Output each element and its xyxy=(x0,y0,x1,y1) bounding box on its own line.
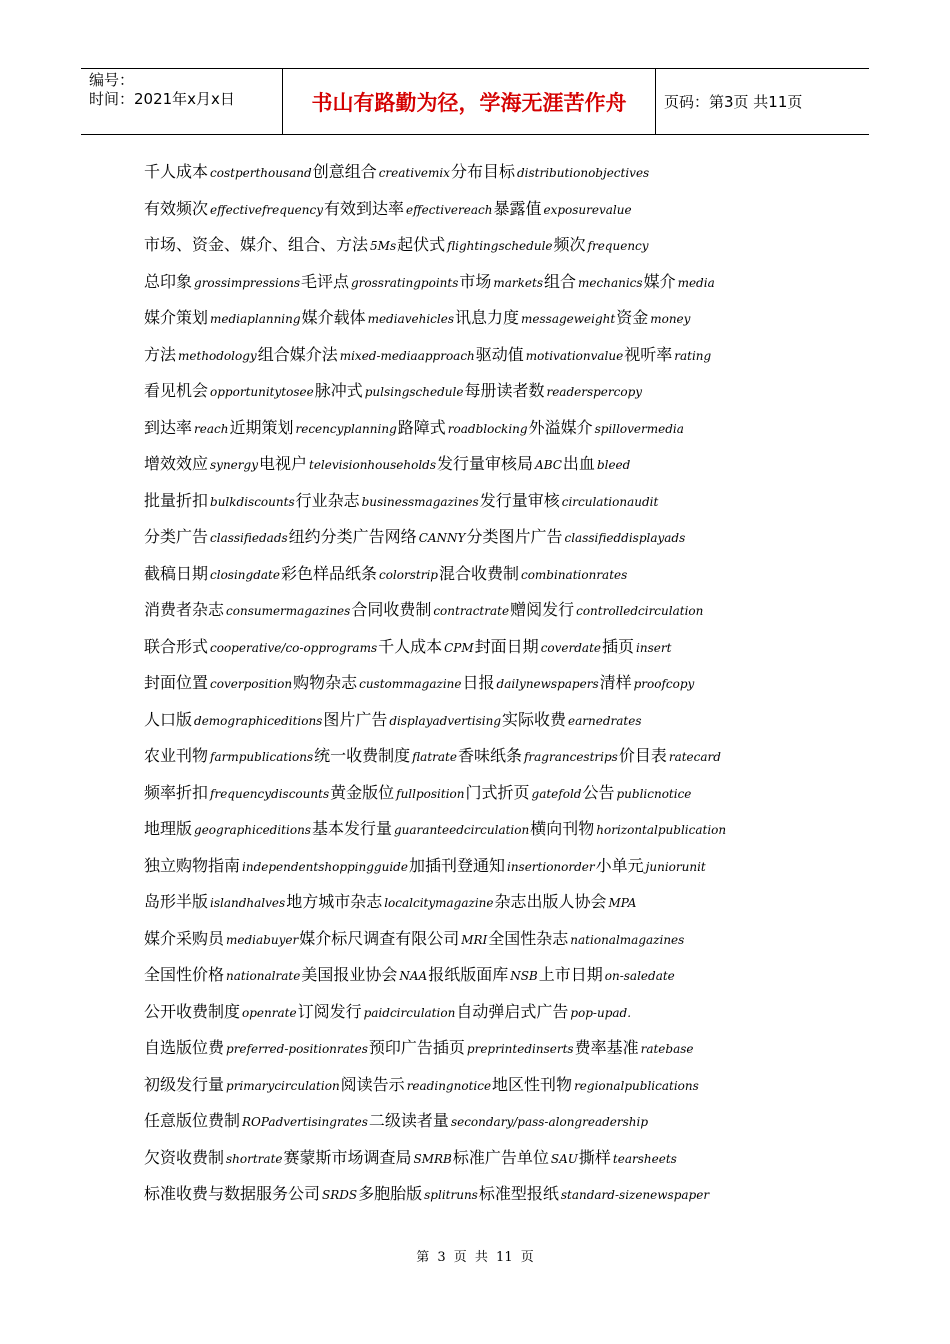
term-english: demographiceditions xyxy=(194,713,323,728)
term-chinese: 毛评点 xyxy=(300,271,349,291)
term-english: shortrate xyxy=(226,1151,283,1166)
glossary-line xyxy=(144,154,844,191)
term-chinese: 标准广告单位 xyxy=(452,1147,549,1167)
term-chinese: 全国性价格 xyxy=(144,965,225,984)
glossary-line xyxy=(144,921,844,958)
term-chinese: 外溢媒介 xyxy=(528,417,593,437)
term-english: televisionhouseholds xyxy=(309,458,437,472)
term-chinese: 香味纸条 xyxy=(457,746,522,765)
term-chinese: 公开收费制度 xyxy=(144,1001,241,1021)
glossary-line xyxy=(144,483,844,520)
term-chinese: 电视户 xyxy=(258,454,307,473)
term-english: spillovermedia xyxy=(594,421,684,436)
term-english: insert xyxy=(636,640,672,655)
term-chinese: 起伏式 xyxy=(397,235,446,254)
term-english: islandhalves xyxy=(210,896,286,910)
term-chinese: 购物杂志 xyxy=(293,673,358,692)
term-chinese: 全国性杂志 xyxy=(488,928,569,948)
term-chinese: 每册读者数 xyxy=(464,381,545,400)
term-chinese: 分布目标 xyxy=(450,162,515,181)
term-chinese: 脉冲式 xyxy=(314,381,363,400)
term-chinese: 消费者杂志 xyxy=(144,600,225,619)
term-chinese: 地方城市杂志 xyxy=(286,892,383,911)
term-english: fragrancestrips xyxy=(523,750,618,764)
term-chinese: 日报 xyxy=(462,673,495,692)
term-english: mediaplanning xyxy=(210,312,301,326)
term-english: businessmagazines xyxy=(361,494,479,509)
term-english: geographiceditions xyxy=(194,823,311,837)
term-chinese: 封面位置 xyxy=(144,673,209,692)
term-english: paidcirculation xyxy=(363,1005,456,1020)
term-english: ROPadvertisingrates xyxy=(242,1115,368,1129)
term-english: pulsingschedule xyxy=(364,385,464,399)
term-chinese: 暴露值 xyxy=(493,198,542,218)
term-chinese: 联合形式 xyxy=(144,636,209,656)
glossary-line xyxy=(144,957,844,994)
term-chinese: 创意组合 xyxy=(312,162,377,181)
term-english: circulationaudit xyxy=(561,494,659,509)
glossary-line xyxy=(144,994,844,1031)
term-english: grossratingpoints xyxy=(351,275,459,290)
term-english: mixed-mediaapproach xyxy=(339,348,475,363)
glossary-body xyxy=(144,154,844,1213)
glossary-line xyxy=(144,337,844,374)
term-english: opportunitytosee xyxy=(210,385,314,399)
glossary-line xyxy=(144,410,844,447)
term-chinese: 订阅发行 xyxy=(297,1001,362,1021)
term-chinese: 地理版 xyxy=(144,819,193,838)
term-chinese: 路障式 xyxy=(397,417,446,437)
term-english: tearsheets xyxy=(612,1151,677,1166)
header-page-code: 页码：第3页 共11页 xyxy=(664,93,803,111)
term-chinese: 横向刊物 xyxy=(530,819,595,838)
term-chinese: 频次 xyxy=(553,235,586,254)
term-english: preferred-positionrates xyxy=(226,1042,368,1056)
term-chinese: 频率折扣 xyxy=(144,782,209,802)
term-english: displayadvertising xyxy=(389,713,502,728)
term-chinese: 增效效应 xyxy=(144,454,209,473)
term-english: SMRB xyxy=(413,1151,452,1166)
glossary-line xyxy=(144,775,844,812)
term-english: readingnotice xyxy=(406,1078,492,1093)
term-english: juniorunit xyxy=(645,859,706,874)
term-english: methodology xyxy=(178,348,257,363)
term-chinese: 地区性刊物 xyxy=(492,1074,573,1094)
term-chinese: 看见机会 xyxy=(144,381,209,400)
term-english: mediabuyer xyxy=(226,932,299,947)
term-chinese: 有效频次 xyxy=(144,198,209,218)
term-chinese: 撕样 xyxy=(578,1147,611,1167)
term-english: mediavehicles xyxy=(367,312,454,326)
term-chinese: 二级读者量 xyxy=(368,1111,449,1130)
glossary-line xyxy=(144,811,844,848)
term-english: motivationvalue xyxy=(525,348,624,363)
term-chinese: 清样 xyxy=(599,673,632,692)
glossary-line xyxy=(144,1176,844,1213)
term-chinese: 行业杂志 xyxy=(295,490,360,510)
glossary-line xyxy=(144,702,844,739)
term-chinese: 发行量审核 xyxy=(479,490,560,510)
term-chinese: 加插刊登通知 xyxy=(408,855,505,875)
term-chinese: 分类广告 xyxy=(144,527,209,546)
term-english: localcitymagazine xyxy=(384,896,494,910)
term-english: cooperative/co-opprograms xyxy=(210,640,378,655)
glossary-line xyxy=(144,629,844,666)
term-chinese: 媒介载体 xyxy=(301,308,366,327)
term-chinese: 出血 xyxy=(562,454,595,473)
term-english: bleed xyxy=(596,458,631,472)
term-english: openrate xyxy=(242,1005,297,1020)
glossary-line xyxy=(144,446,844,483)
term-english: nationalmagazines xyxy=(570,932,685,947)
term-chinese: 到达率 xyxy=(144,417,193,437)
term-chinese: 总印象 xyxy=(144,271,193,291)
term-english: closingdate xyxy=(210,567,280,582)
term-chinese: 独立购物指南 xyxy=(144,855,241,875)
term-chinese: 欠资收费制 xyxy=(144,1147,225,1167)
term-english: ratecard xyxy=(668,750,721,764)
term-english: regionalpublications xyxy=(574,1078,699,1093)
term-english: independentshoppingguide xyxy=(242,859,408,874)
term-chinese: 纽约分类广告网络 xyxy=(288,527,417,546)
term-chinese: 赠阅发行 xyxy=(510,600,575,619)
glossary-line xyxy=(144,738,844,775)
glossary-line xyxy=(144,191,844,228)
term-chinese: 黄金版位 xyxy=(330,782,395,802)
term-english: on-saledate xyxy=(604,969,675,983)
glossary-line xyxy=(144,373,844,410)
term-english: SAU xyxy=(550,1151,578,1166)
term-english: CPM xyxy=(444,640,474,655)
term-chinese: 任意版位费制 xyxy=(144,1111,241,1130)
glossary-line xyxy=(144,300,844,337)
term-chinese: 门式折页 xyxy=(465,782,530,802)
term-english: ABC xyxy=(535,458,562,472)
glossary-line xyxy=(144,264,844,301)
term-english: standard-sizenewspaper xyxy=(560,1188,710,1202)
document-number: 编号： xyxy=(89,71,135,89)
term-english: creativemix xyxy=(378,166,450,180)
term-chinese: 初级发行量 xyxy=(144,1074,225,1094)
document-time: 时间：2021年x月x日 xyxy=(89,90,235,108)
term-english: publicnotice xyxy=(616,786,692,801)
term-english: effectivereach xyxy=(406,202,493,217)
glossary-line xyxy=(144,1067,844,1104)
glossary-line xyxy=(144,848,844,885)
term-english: primarycirculation xyxy=(226,1078,340,1093)
term-english: farmpublications xyxy=(210,750,314,764)
term-chinese: 图片广告 xyxy=(323,709,388,729)
term-english: effectivefrequency xyxy=(210,202,324,217)
term-chinese: 费率基准 xyxy=(574,1038,639,1057)
term-chinese: 截稿日期 xyxy=(144,563,209,583)
term-english: guaranteedcirculation xyxy=(393,823,530,837)
term-chinese: 封面日期 xyxy=(474,636,539,656)
term-english: classifieddisplayads xyxy=(564,531,686,545)
glossary-line xyxy=(144,592,844,629)
glossary-line xyxy=(144,665,844,702)
term-english: coverdate xyxy=(540,640,602,655)
term-english: dailynewspapers xyxy=(496,677,599,691)
term-english: custommagazine xyxy=(359,677,462,691)
header-motto: 书山有路勤为径，学海无涯苦作舟 xyxy=(283,69,656,134)
term-chinese: 组合 xyxy=(544,271,577,291)
term-english: synergy xyxy=(210,458,258,472)
term-english: messageweight xyxy=(521,312,616,326)
term-english: rating xyxy=(674,348,712,363)
term-english: money xyxy=(650,312,691,326)
glossary-line xyxy=(144,1030,844,1067)
term-english: insertionorder xyxy=(506,859,595,874)
glossary-line xyxy=(144,1103,844,1140)
term-chinese: 自动弹启式广告 xyxy=(456,1001,569,1021)
term-chinese: 有效到达率 xyxy=(324,198,405,218)
term-chinese: 市场 xyxy=(459,271,492,291)
term-chinese: 媒介采购员 xyxy=(144,928,225,948)
term-english: gatefold xyxy=(531,786,582,801)
term-english: mechanics xyxy=(578,275,643,290)
term-english: grossimpressions xyxy=(194,275,300,290)
term-chinese: 农业刊物 xyxy=(144,746,209,765)
term-english: frequency xyxy=(587,239,649,253)
term-chinese: 批量折扣 xyxy=(144,490,209,510)
term-chinese: 混合收费制 xyxy=(438,563,519,583)
term-english: preprintedinserts xyxy=(466,1042,574,1056)
term-chinese: 多胞胎版 xyxy=(358,1184,423,1203)
term-chinese: 千人成本 xyxy=(144,162,209,181)
term-english: exposurevalue xyxy=(543,202,632,217)
term-chinese: 视听率 xyxy=(624,344,673,364)
term-english: nationalrate xyxy=(226,969,301,983)
term-english: costperthousand xyxy=(210,166,312,180)
term-english: earnedrates xyxy=(568,713,642,728)
term-english: 5Ms xyxy=(370,239,397,253)
term-english: roadblocking xyxy=(447,421,528,436)
page-footer: 第 3 页 共 11 页 xyxy=(416,1250,534,1265)
term-chinese: 人口版 xyxy=(144,709,193,729)
term-chinese: 发行量审核局 xyxy=(437,454,534,473)
term-chinese: 实际收费 xyxy=(502,709,567,729)
term-chinese: 资金 xyxy=(616,308,649,327)
term-chinese: 杂志出版人协会 xyxy=(494,892,607,911)
page-header xyxy=(81,68,869,135)
term-english: distributionobjectives xyxy=(516,166,650,180)
glossary-line xyxy=(144,556,844,593)
term-chinese: 市场、资金、媒介、组合、方法 xyxy=(144,235,369,254)
term-chinese: 阅读告示 xyxy=(340,1074,405,1094)
term-english: flatrate xyxy=(412,750,457,764)
term-chinese: 价目表 xyxy=(618,746,667,765)
term-english: CANNY xyxy=(418,531,466,545)
term-chinese: 上市日期 xyxy=(538,965,603,984)
term-english: colorstrip xyxy=(378,567,438,582)
term-chinese: 彩色样品纸条 xyxy=(280,563,377,583)
term-english: NSB xyxy=(510,969,538,983)
term-english: horizontalpublication xyxy=(596,823,727,837)
term-chinese: 讯息力度 xyxy=(455,308,520,327)
term-chinese: 标准型报纸 xyxy=(478,1184,559,1203)
term-chinese: 近期策划 xyxy=(229,417,294,437)
term-english: contractrate xyxy=(433,604,510,618)
header-meta-cell xyxy=(81,69,283,134)
term-chinese: 千人成本 xyxy=(378,636,443,656)
term-english: flightingschedule xyxy=(447,239,553,253)
term-chinese: 预印广告插页 xyxy=(368,1038,465,1057)
term-chinese: 驱动值 xyxy=(475,344,524,364)
term-chinese: 小单元 xyxy=(595,855,644,875)
term-english: NAA xyxy=(399,969,428,983)
glossary-line xyxy=(144,1140,844,1177)
term-english: MRI xyxy=(461,932,488,947)
term-english: proofcopy xyxy=(633,677,695,691)
term-english: recencyplanning xyxy=(295,421,397,436)
term-chinese: 赛蒙斯市场调查局 xyxy=(283,1147,412,1167)
term-chinese: 自选版位费 xyxy=(144,1038,225,1057)
term-chinese: 标准收费与数据服务公司 xyxy=(144,1184,321,1203)
term-chinese: 媒介 xyxy=(643,271,676,291)
term-english: coverposition xyxy=(210,677,293,691)
term-chinese: 合同收费制 xyxy=(351,600,432,619)
term-english: readerspercopy xyxy=(546,385,643,399)
term-chinese: 分类图片广告 xyxy=(466,527,563,546)
term-chinese: 公告 xyxy=(582,782,615,802)
term-english: fullposition xyxy=(396,786,465,801)
term-english: splitruns xyxy=(424,1188,478,1202)
term-chinese: 方法 xyxy=(144,344,177,364)
term-english: consumermagazines xyxy=(226,604,351,618)
term-chinese: 统一收费制度 xyxy=(314,746,411,765)
term-chinese: 基本发行量 xyxy=(311,819,392,838)
term-english: pop-upad. xyxy=(570,1005,632,1020)
term-english: SRDS xyxy=(322,1188,358,1202)
term-english: ratebase xyxy=(640,1042,694,1056)
term-english: controlledcirculation xyxy=(576,604,704,618)
term-english: secondary/pass-alongreadership xyxy=(450,1115,649,1129)
term-english: media xyxy=(677,275,715,290)
term-english: combinationrates xyxy=(520,567,628,582)
term-english: reach xyxy=(194,421,229,436)
glossary-line xyxy=(144,884,844,921)
glossary-line xyxy=(144,519,844,556)
term-english: bulkdiscounts xyxy=(210,494,295,509)
term-chinese: 组合媒介法 xyxy=(257,344,338,364)
term-chinese: 岛形半版 xyxy=(144,892,209,911)
term-english: markets xyxy=(493,275,544,290)
term-chinese: 媒介策划 xyxy=(144,308,209,327)
term-english: frequencydiscounts xyxy=(210,786,330,801)
term-chinese: 报纸版面库 xyxy=(428,965,509,984)
term-chinese: 媒介标尺调查有限公司 xyxy=(299,928,460,948)
term-chinese: 插页 xyxy=(602,636,635,656)
term-chinese: 美国报业协会 xyxy=(301,965,398,984)
glossary-line xyxy=(144,227,844,264)
term-english: MPA xyxy=(608,896,637,910)
term-english: classifiedads xyxy=(210,531,288,545)
